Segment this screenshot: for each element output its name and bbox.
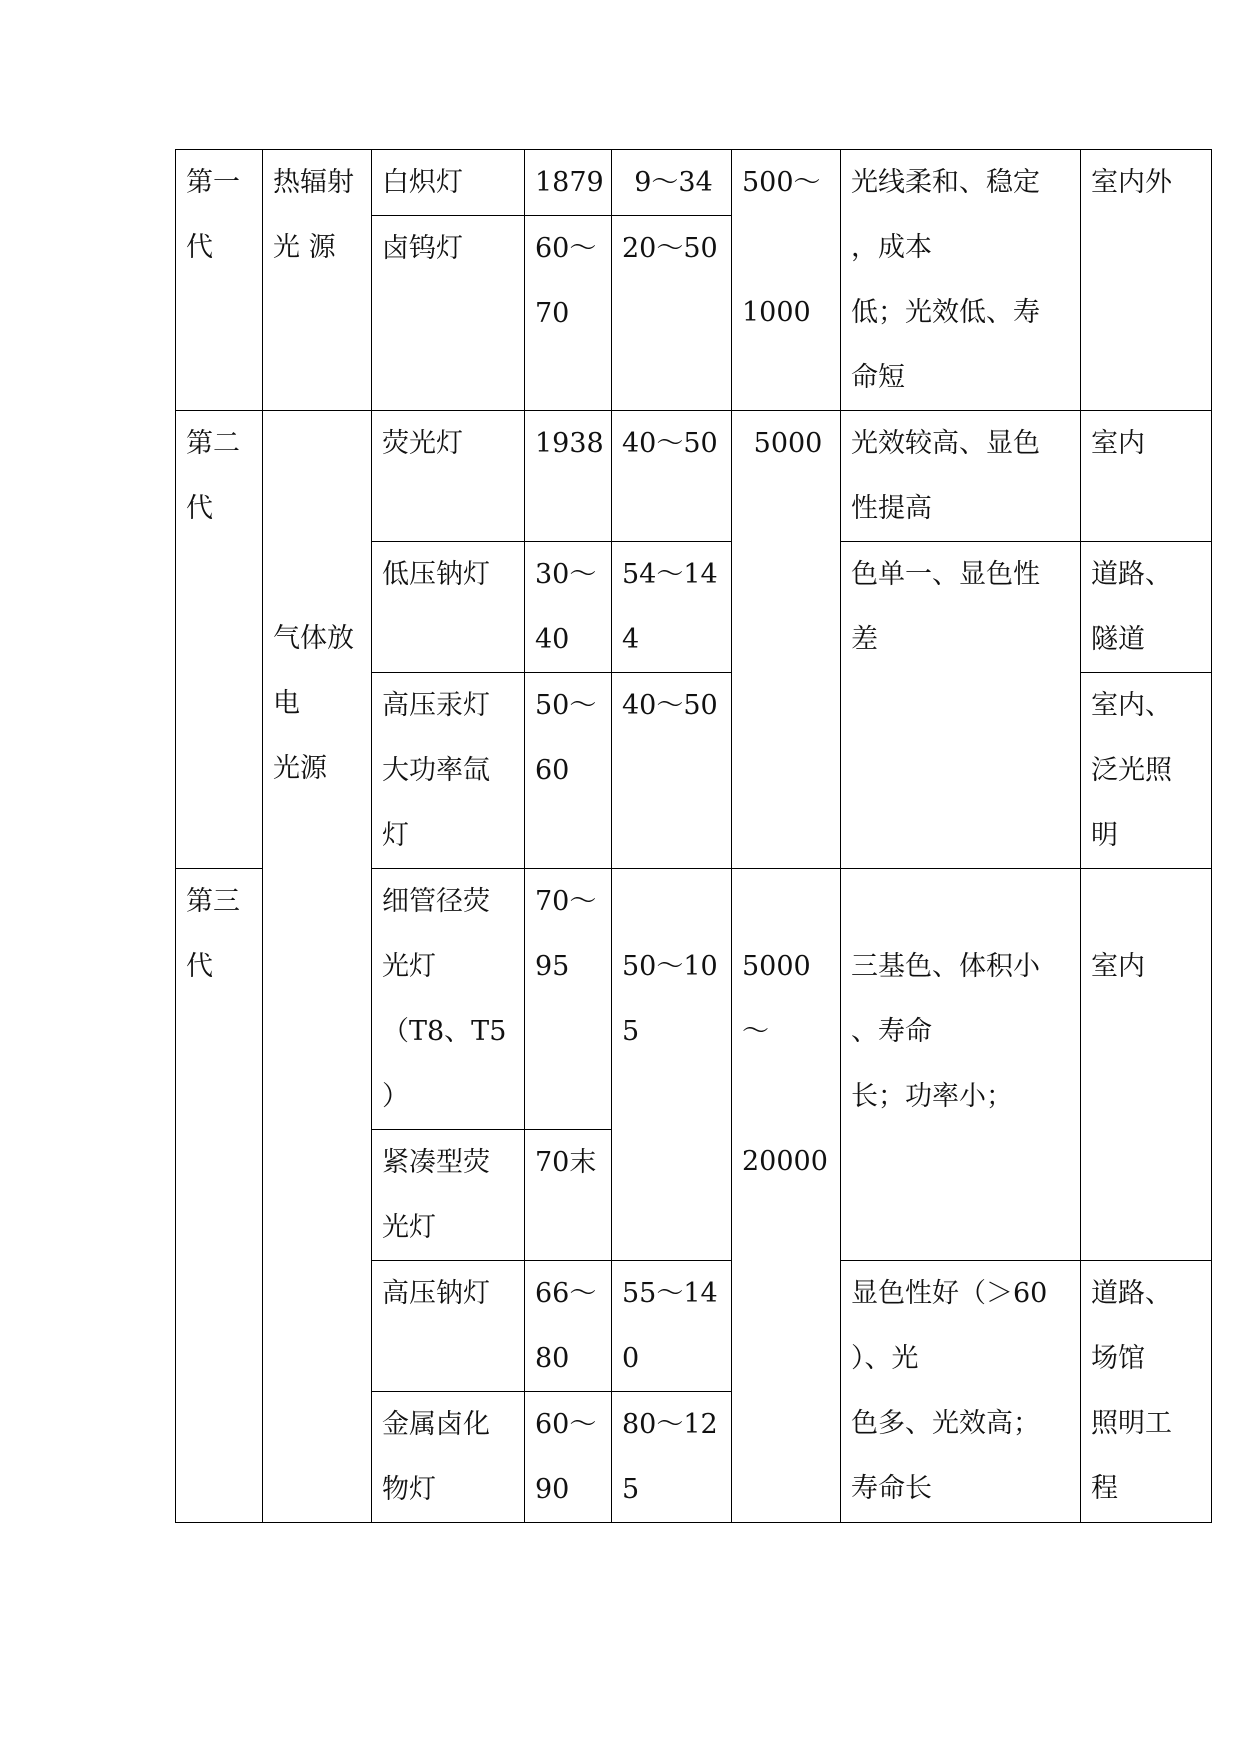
year-cell: 60～ 70 [525, 216, 612, 411]
application-cell: 道路、 场馆 照明工 程 [1081, 1261, 1212, 1523]
category-cell: 热辐射 光 源 [263, 150, 372, 411]
application-cell: 室内外 [1081, 150, 1212, 411]
lamp-name-cell: 细管径荧 光灯 （T8、T5 ） [372, 869, 525, 1130]
year-cell: 50～ 60 [525, 673, 612, 869]
efficacy-cell: 40～50 [612, 411, 732, 542]
feature-cell: 显色性好（＞60 ）、光 色多、光效高； 寿命长 [841, 1261, 1081, 1523]
feature-cell: 三基色、体积小 、寿命 长；功率小； [841, 869, 1081, 1261]
efficacy-cell: 40～50 [612, 673, 732, 869]
year-cell: 1938 [525, 411, 612, 542]
lamp-name-cell: 白炽灯 [372, 150, 525, 216]
year-cell: 30～ 40 [525, 542, 612, 673]
life-cell: 500～ 1000 [732, 150, 841, 411]
lamp-name-cell: 荧光灯 [372, 411, 525, 542]
lamp-name-cell: 紧凑型荧 光灯 [372, 1130, 525, 1261]
year-cell: 66～ 80 [525, 1261, 612, 1392]
lamp-name-cell: 高压钠灯 [372, 1261, 525, 1392]
application-cell: 道路、 隧道 [1081, 542, 1212, 673]
application-cell: 室内 [1081, 869, 1212, 1261]
efficacy-cell: 80～12 5 [612, 1392, 732, 1523]
feature-cell: 光线柔和、稳定 ，成本 低；光效低、寿 命短 [841, 150, 1081, 411]
feature-cell: 色单一、显色性 差 [841, 542, 1081, 869]
life-cell: 5000 ～ 20000 [732, 869, 841, 1523]
year-cell: 70～ 95 [525, 869, 612, 1130]
application-cell: 室内 [1081, 411, 1212, 542]
efficacy-cell: 54～14 4 [612, 542, 732, 673]
category-cell: 气体放 电 光源 [263, 411, 372, 1523]
table-row [176, 150, 1212, 216]
lamp-generations-table [175, 149, 1212, 1523]
generation-cell: 第一 代 [176, 150, 263, 411]
application-cell: 室内、 泛光照 明 [1081, 673, 1212, 869]
lamp-name-cell: 低压钠灯 [372, 542, 525, 673]
table-row [176, 411, 1212, 542]
year-cell: 70末 [525, 1130, 612, 1261]
lamp-name-cell: 金属卤化 物灯 [372, 1392, 525, 1523]
lamp-name-cell: 高压汞灯 大功率氙 灯 [372, 673, 525, 869]
generation-cell: 第三 代 [176, 869, 263, 1523]
year-cell: 1879 [525, 150, 612, 216]
lamp-name-cell: 卤钨灯 [372, 216, 525, 411]
efficacy-cell: 55～14 0 [612, 1261, 732, 1392]
efficacy-cell: 9～34 [612, 150, 732, 216]
life-cell: 5000 [732, 411, 841, 869]
feature-cell: 光效较高、显色 性提高 [841, 411, 1081, 542]
efficacy-cell: 50～10 5 [612, 869, 732, 1261]
year-cell: 60～ 90 [525, 1392, 612, 1523]
efficacy-cell: 20～50 [612, 216, 732, 411]
generation-cell: 第二 代 [176, 411, 263, 869]
